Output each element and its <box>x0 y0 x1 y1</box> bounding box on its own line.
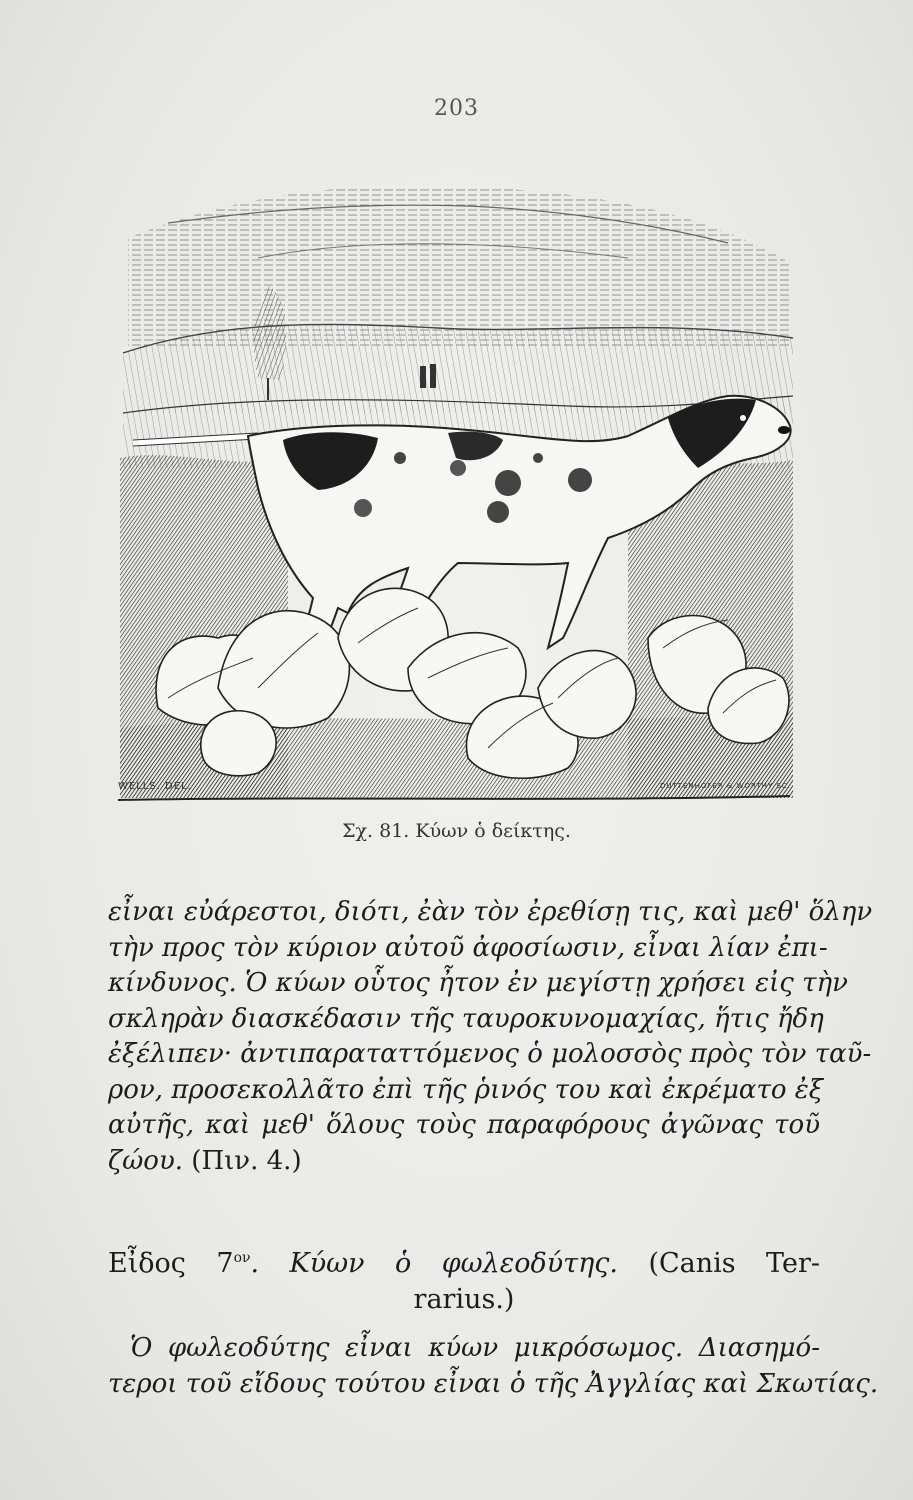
para2-line: τεροι τοῦ εἴδους τούτου εἶναι ὁ τῆς Ἀγγλίας καὶ Σκωτίας. <box>108 1369 879 1399</box>
heading-line-1 <box>108 1240 820 1282</box>
body-line-last <box>108 1144 820 1180</box>
second-paragraph <box>108 1330 879 1402</box>
body-line: αὐτῆς, καὶ μεθ' ὅλους τοὺς παραφόρους ἀγῶνας τοῦ <box>108 1110 820 1140</box>
figure-caption: Σχ. 81. Κύων ὁ δείκτης. <box>342 820 571 842</box>
pointer-dog-engraving <box>108 168 798 808</box>
heading-greek-name: . Κύων ὁ φωλεοδύτης. <box>250 1248 618 1279</box>
body-line: κίνδυνος. Ὁ κύων οὗτος ἦτον ἐν μεγίστῃ χρήσει εἰς τὴν <box>108 968 848 998</box>
heading-latin-name-a: (Canis Ter- <box>648 1248 820 1279</box>
body-paragraph <box>108 895 873 1179</box>
body-line: σκληρὰν διασκέδασιν τῆς ταυροκυνομαχίας, ἥτις ἤδη <box>108 1003 824 1034</box>
page-number: 203 <box>434 96 479 121</box>
para2-line: Ὁ φωλεοδύτης εἶναι κύων μικρόσωμος. Διασημό- <box>130 1333 820 1363</box>
body-line: εἶναι εὐάρεστοι, διότι, ἐὰν τὸν ἐρεθίσῃ τις, καὶ μεθ' ὅλην <box>108 897 873 927</box>
engraving-artist-credit: WELLS. DEL. <box>118 781 192 792</box>
heading-latin-name-b: rarius.) <box>413 1284 515 1315</box>
body-line-text: ζώου. <box>108 1145 184 1176</box>
heading-ordinal-suffix: ον <box>233 1250 251 1266</box>
section-heading <box>108 1240 820 1318</box>
engraving-engraver-credit: DUTTENHOFER & WORTHY SC. <box>660 782 791 790</box>
body-line: ἐξέλιπεν· ἀντιπαραταττόμενος ὁ μολοσσὸς πρὸς τὸν ταῦ- <box>108 1039 872 1069</box>
heading-prefix: Εἶδος 7 <box>108 1248 234 1279</box>
plate-reference: (Πιν. 4.) <box>191 1145 302 1176</box>
body-line: τὴν προς τὸν κύριον αὐτοῦ ἀφοσίωσιν, εἶναι λίαν ἐπι- <box>108 932 828 963</box>
body-line: ρον, προσεκολλᾶτο ἐπὶ τῆς ῥινός του καὶ ἐκρέματο ἐξ <box>108 1074 824 1105</box>
